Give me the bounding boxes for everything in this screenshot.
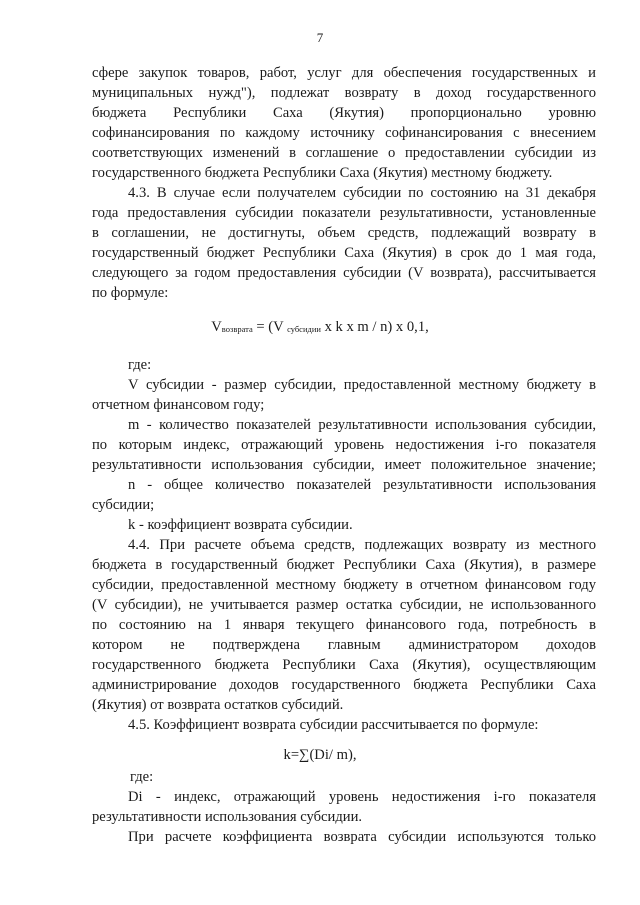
text-line: бюджета Республики Саха (Якутия) пропорционально уровню xyxy=(92,105,596,121)
formula-v-vozvrata xyxy=(0,318,640,338)
text-line: в соглашении, не достигнуты, объем средств, подлежащий возврату в xyxy=(92,225,596,241)
paragraph-coefficient-start: При расчете коэффициента возврата субсидии используются только xyxy=(128,829,596,845)
text-line: субсидии; xyxy=(92,497,155,513)
text-line: результативности использования субсидии, имеет положительное значение; xyxy=(92,457,596,473)
text-line: софинансирования по каждому источнику софинансирования с внесением xyxy=(92,125,596,141)
text-line: соответствующих изменений в соглашение о предоставлении субсидии из xyxy=(92,145,596,161)
definition-v-subsidii: V субсидии - размер субсидии, предоставленной местному бюджету в xyxy=(128,377,596,393)
text-line: по формуле: xyxy=(92,285,169,301)
definition-m: m - количество показателей результативности использования субсидии, xyxy=(128,417,596,433)
definition-k: k - коэффициент возврата субсидии. xyxy=(128,517,353,533)
paragraph-4-5: 4.5. Коэффициент возврата субсидии рассчитывается по формуле: xyxy=(128,717,539,733)
text-line: государственного бюджета Республики Саха (Якутия) местному бюджету. xyxy=(92,165,553,181)
text-line: (V субсидии), не учитывается размер остатка субсидии, не использованного xyxy=(92,597,596,613)
text-line: года предоставления субсидии показатели результативности, установленные xyxy=(92,205,596,221)
text-line: бюджета в государственный бюджет Республики Саха (Якутия), в размере xyxy=(92,557,596,573)
text-line: по состоянию на 1 января текущего финансового года, потребность в xyxy=(92,617,596,633)
paragraph-4-4-start: 4.4. При расчете объема средств, подлежащих возврату из местного xyxy=(128,537,596,553)
text-line: сфере закупок товаров, работ, услуг для обеспечения государственных и xyxy=(92,65,596,81)
formula-eq-open: = (V xyxy=(252,319,288,335)
text-line: государственный бюджет Республики Саха (Якутия) в срок до 1 мая года, xyxy=(92,245,596,261)
formula-k: k=∑(Di/ m), xyxy=(283,747,357,763)
text-line: следующего за годом предоставления субсидии (V возврата), рассчитывается xyxy=(92,265,596,281)
text-line: (Якутия) от возврата остатков субсидий. xyxy=(92,697,344,713)
paragraph-4-3-start: 4.3. В случае если получателем субсидии по состоянию на 31 декабря xyxy=(128,185,596,201)
where-label: где: xyxy=(128,357,152,373)
text-line: муниципальных нужд"), подлежат возврату в доход государственного xyxy=(92,85,596,101)
text-line: администрирование доходов государственного бюджета Республики Саха xyxy=(92,677,596,693)
formula-sub-vozvrata: возврата xyxy=(221,324,253,334)
text-line: субсидии, предоставленной местному бюджету в отчетном финансовом году xyxy=(92,577,596,593)
where-label-2: где: xyxy=(130,769,154,785)
text-line: государственного бюджета Республики Саха (Якутия), осуществляющим xyxy=(92,657,596,673)
formula-sub-subsidii: субсидии xyxy=(287,324,321,334)
text-line: результативности использования субсидии. xyxy=(92,809,363,825)
text-line: отчетном финансовом году; xyxy=(92,397,265,413)
formula-v: V xyxy=(211,319,222,335)
definition-n: n - общее количество показателей результативности использования xyxy=(128,477,596,493)
formula-rest: x k x m / n) x 0,1, xyxy=(320,319,429,335)
definition-di: Di - индекс, отражающий уровень недостижения i-го показателя xyxy=(128,789,596,805)
text-line: котором не подтверждена главным администратором доходов xyxy=(92,637,596,653)
text-line: по которым индекс, отражающий уровень недостижения i-го показателя xyxy=(92,437,596,453)
page-number: 7 xyxy=(316,30,324,45)
